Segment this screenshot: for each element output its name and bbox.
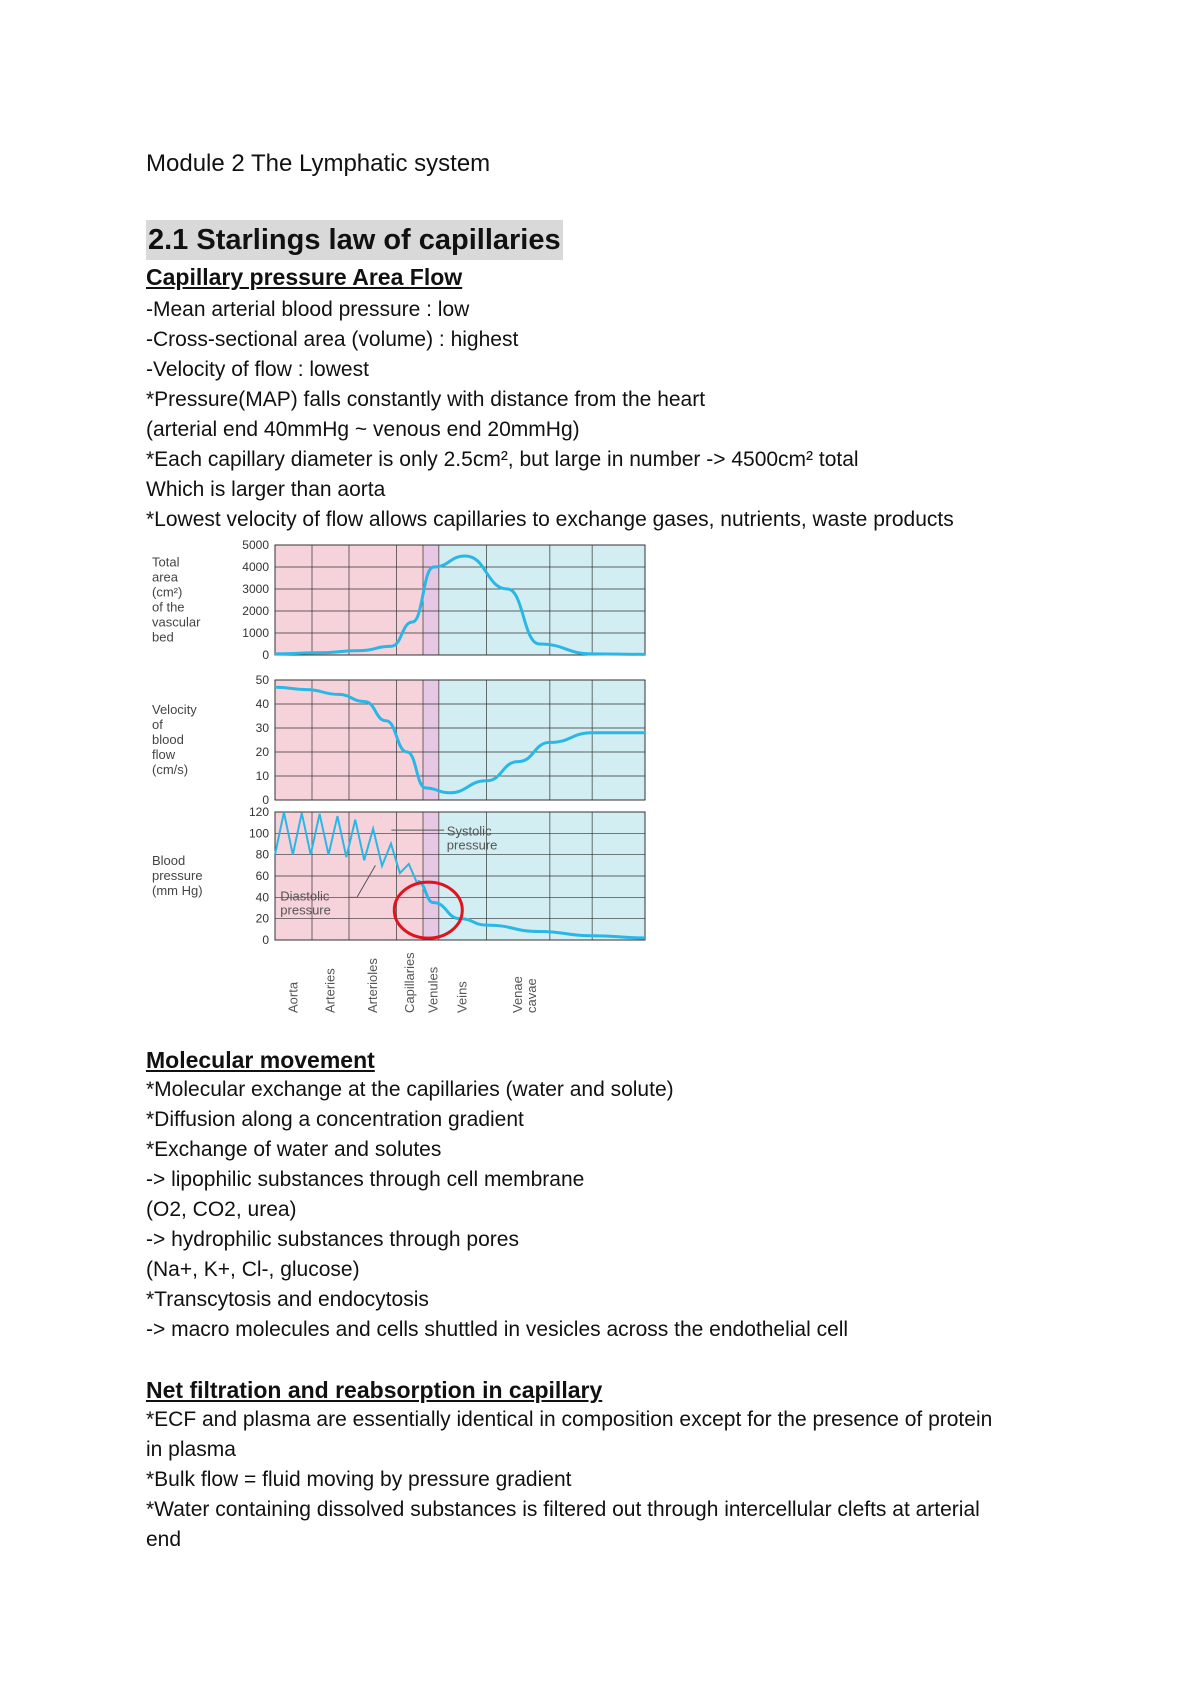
y-tick-label: 60 [255,869,269,883]
molecular-line: (O2, CO2, urea) [146,1198,297,1221]
x-category-label: Venae [510,976,526,1013]
x-category-label: Venules [425,966,441,1013]
y-axis-label: Velocity [152,702,197,717]
x-category-label: Veins [454,981,470,1013]
y-tick-label: 10 [255,769,269,783]
y-axis-label: (cm/s) [152,762,189,777]
y-tick-label: 20 [255,911,269,926]
molecular-line: -> lipophilic substances through cell membrane [146,1168,585,1191]
venous-band [439,680,645,800]
filtration-line: *ECF and plasma are essentially identical in composition except for the presence of protein [146,1408,993,1431]
y-axis-label: of the [152,599,185,615]
capillary-line: (arterial end 40mmHg ~ venous end 20mmHg) [146,418,580,441]
capillary-band [423,545,439,655]
x-category-label: Arterioles [364,958,380,1013]
y-tick-label: 40 [255,890,269,905]
y-axis-label: of [152,717,163,732]
y-tick-label: 0 [262,793,269,807]
capillary-line: -Velocity of flow : lowest [146,358,369,381]
molecular-line: *Diffusion along a concentration gradient [146,1108,524,1131]
capillary-line: -Mean arterial blood pressure : low [146,298,470,321]
y-axis-label: blood [152,732,184,747]
y-tick-label: 50 [255,673,269,687]
y-tick-label: 100 [248,826,269,841]
x-category-label: cavae [524,978,540,1013]
filtration-line: *Bulk flow = fluid moving by pressure gradient [146,1468,572,1491]
y-tick-label: 2000 [242,604,269,618]
venous-band [439,545,645,655]
annotation-diastolic: Diastolic [280,888,330,904]
molecular-line: (Na+, K+, Cl-, glucose) [146,1258,360,1281]
y-tick-label: 4000 [242,560,269,574]
y-tick-label: 3000 [242,582,269,596]
annotation-systolic: pressure [446,837,498,853]
y-tick-label: 40 [255,697,269,711]
y-axis-label: vascular [152,614,201,630]
capillary-charts-svg [150,535,660,1035]
molecular-line: *Exchange of water and solutes [146,1138,442,1161]
x-category-label: Aorta [285,981,301,1013]
y-axis-label: pressure [152,868,203,883]
y-tick-label: 0 [262,648,269,662]
capillary-line: *Pressure(MAP) falls constantly with distance from the heart [146,388,706,411]
molecular-heading: Molecular movement [146,1047,375,1073]
filtration-line: *Water containing dissolved substances is filtered out through intercellular clefts at arterial [146,1498,980,1521]
y-tick-label: 120 [248,805,269,819]
y-tick-label: 1000 [242,626,269,640]
y-axis-label: area [152,569,179,585]
molecular-line: *Transcytosis and endocytosis [146,1288,429,1311]
y-axis-label: bed [152,629,174,645]
y-tick-label: 5000 [242,538,269,552]
y-axis-label: flow [152,747,176,762]
capillary-heading: Capillary pressure Area Flow [146,264,463,290]
y-tick-label: 30 [255,721,269,735]
capillary-figure [150,535,660,1035]
filtration-line: end [146,1528,182,1551]
filtration-line: in plasma [146,1438,236,1461]
y-tick-label: 80 [255,847,269,862]
y-axis-label: Total [152,554,180,570]
capillary-line: Which is larger than aorta [146,478,386,501]
capillary-line: *Each capillary diameter is only 2.5cm², but large in number -> 4500cm² total [146,448,859,471]
y-axis-label: Blood [152,853,186,868]
annotation-diastolic: pressure [280,902,331,918]
annotation-systolic: Systolic [446,823,492,839]
capillary-line: -Cross-sectional area (volume) : highest [146,328,519,351]
section-heading: 2.1 Starlings law of capillaries [146,220,563,260]
x-category-label: Arteries [322,968,338,1013]
y-tick-label: 20 [255,745,269,759]
capillary-line: *Lowest velocity of flow allows capillaries to exchange gases, nutrients, waste products [146,508,954,531]
y-tick-label: 0 [262,933,269,947]
module-title: Module 2 The Lymphatic system [146,150,491,177]
molecular-line: -> hydrophilic substances through pores [146,1228,519,1251]
capillary-band [423,680,439,800]
molecular-line: -> macro molecules and cells shuttled in vesicles across the endothelial cell [146,1318,849,1341]
x-category-label: Capillaries [401,952,417,1013]
filtration-heading: Net filtration and reabsorption in capillary [146,1377,603,1403]
y-axis-label: (cm²) [152,584,183,600]
y-axis-label: (mm Hg) [152,883,203,898]
molecular-line: *Molecular exchange at the capillaries (water and solute) [146,1078,674,1101]
